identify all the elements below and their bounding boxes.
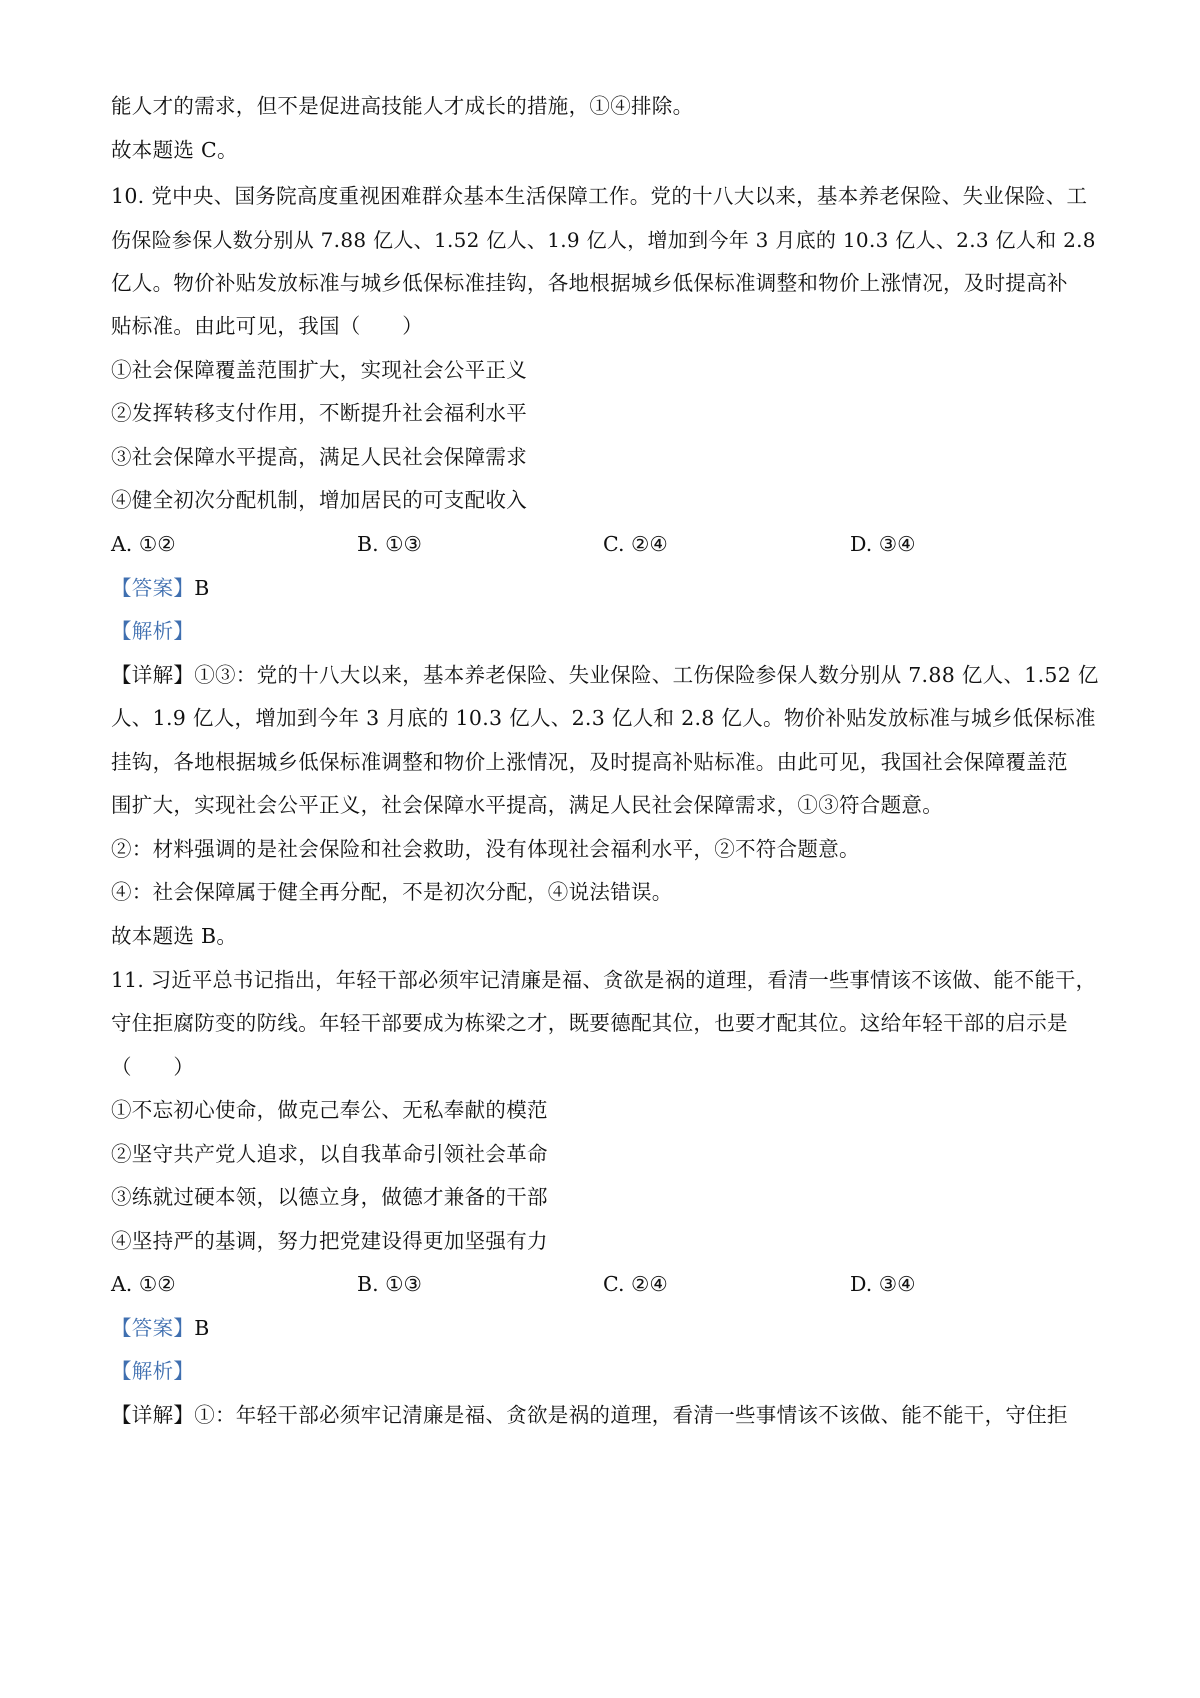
analysis-tag: 【解析】	[111, 1359, 195, 1383]
q11-statement-3: ③练就过硬本领，以德立身，做德才兼备的干部	[111, 1185, 548, 1209]
q10-statement-2: ②发挥转移支付作用，不断提升社会福利水平	[111, 401, 527, 425]
q10-answer	[111, 574, 1101, 602]
answer-tag: 【答案】	[111, 1316, 195, 1340]
q10-option-b: B. ①③	[357, 532, 422, 556]
q10-stem-line: 亿人。物价补贴发放标准与城乡低保标准挂钩，各地根据城乡低保标准调整和物价上涨情况，及时提高补	[111, 271, 1068, 295]
q10-detail-line: 人、1.9 亿人，增加到今年 3 月底的 10.3 亿人、2.3 亿人和 2.8 亿人。物价补贴发放标准与城乡低保标准	[111, 706, 1096, 730]
analysis-tag: 【解析】	[111, 619, 195, 643]
q11-analysis-heading	[111, 1357, 1101, 1385]
q11-stem-line: 守住拒腐防变的防线。年轻干部要成为栋梁之才，既要德配其位，也要才配其位。这给年轻干部的启示是	[111, 1011, 1068, 1035]
q10-stem-line: 10. 党中央、国务院高度重视困难群众基本生活保障工作。党的十八大以来，基本养老保险、失业保险、工	[111, 184, 1088, 208]
q10-stem-line: 伤保险参保人数分别从 7.88 亿人、1.52 亿人、1.9 亿人，增加到今年 3 月底的 10.3 亿人、2.3 亿人和 2.8	[111, 228, 1096, 252]
q11-option-b: B. ①③	[357, 1272, 422, 1296]
q11-detail-line: 【详解】①：年轻干部必须牢记清廉是福、贪欲是祸的道理，看清一些事情该不该做、能不能干，守住拒	[111, 1403, 1068, 1427]
q11-statement-1: ①不忘初心使命，做克己奉公、无私奉献的模范	[111, 1098, 548, 1122]
q11-statement-2: ②坚守共产党人追求，以自我革命引领社会革命	[111, 1142, 548, 1166]
q10-detail-line: 挂钩，各地根据城乡低保标准调整和物价上涨情况，及时提高补贴标准。由此可见，我国社会保障覆盖范	[111, 750, 1068, 774]
q11-stem-line: （ ）	[111, 1055, 195, 1079]
q10-option-c: C. ②④	[603, 532, 668, 556]
q11-stem-line: 11. 习近平总书记指出，年轻干部必须牢记清廉是福、贪欲是祸的道理，看清一些事情该不该做、能不能干，	[111, 968, 1097, 992]
q11-option-a: A. ①②	[111, 1272, 176, 1296]
answer-tag: 【答案】	[111, 576, 195, 600]
q11-option-c: C. ②④	[603, 1272, 668, 1296]
q10-detail-line: ②：材料强调的是社会保险和社会救助，没有体现社会福利水平，②不符合题意。	[111, 837, 860, 861]
q10-detail-line: ④：社会保障属于健全再分配，不是初次分配，④说法错误。	[111, 880, 673, 904]
q10-option-d: D. ③④	[850, 532, 916, 556]
q10-analysis-heading	[111, 617, 1101, 645]
q10-detail-line: 围扩大，实现社会公平正义，社会保障水平提高，满足人民社会保障需求，①③符合题意。	[111, 793, 943, 817]
q10-statement-4: ④健全初次分配机制，增加居民的可支配收入	[111, 488, 527, 512]
q10-statement-3: ③社会保障水平提高，满足人民社会保障需求	[111, 445, 527, 469]
q10-stem-line: 贴标准。由此可见，我国（ ）	[111, 314, 423, 338]
answer-value: B	[194, 576, 210, 600]
q10-option-a: A. ①②	[111, 532, 176, 556]
prev-explanation-line: 能人才的需求，但不是促进高技能人才成长的措施，①④排除。	[111, 94, 694, 118]
q11-answer	[111, 1314, 1101, 1342]
answer-value: B	[194, 1316, 210, 1340]
prev-conclusion-line: 故本题选 C。	[111, 138, 238, 162]
q10-conclusion-line: 故本题选 B。	[111, 924, 238, 948]
q11-option-d: D. ③④	[850, 1272, 916, 1296]
q10-detail-line: 【详解】①③：党的十八大以来，基本养老保险、失业保险、工伤保险参保人数分别从 7.88 亿人、1.52 亿	[111, 663, 1099, 687]
q11-statement-4: ④坚持严的基调，努力把党建设得更加坚强有力	[111, 1229, 548, 1253]
q10-statement-1: ①社会保障覆盖范围扩大，实现社会公平正义	[111, 358, 527, 382]
